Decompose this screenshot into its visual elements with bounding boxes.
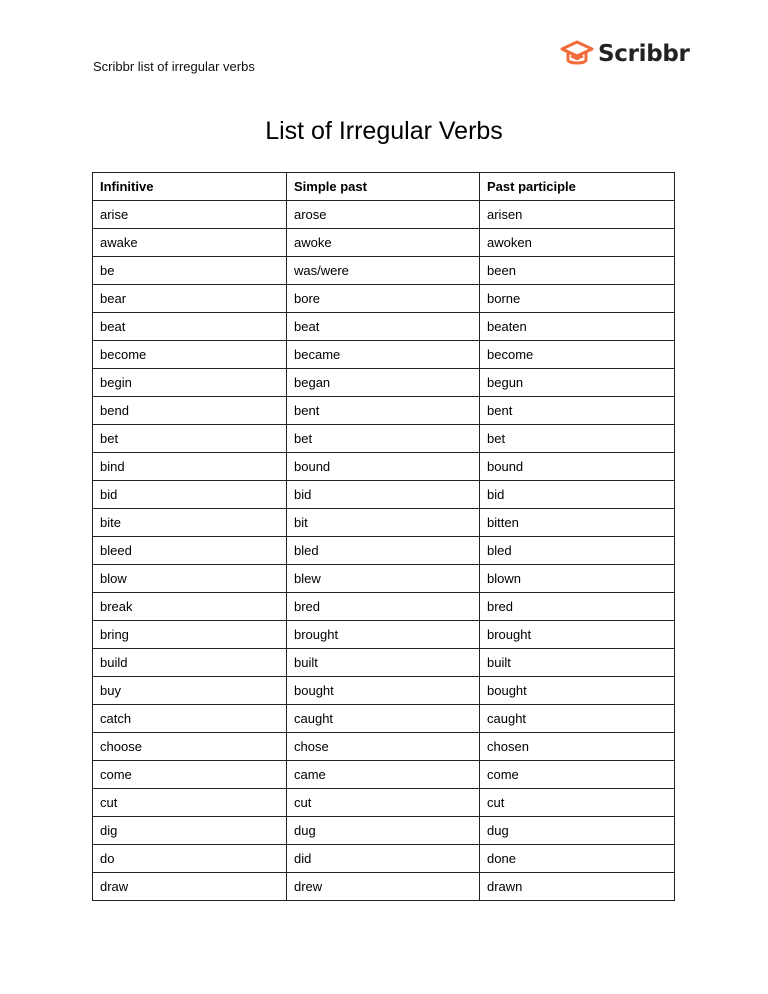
cell-past-participle: bound xyxy=(480,453,675,481)
cell-past-participle: drawn xyxy=(480,873,675,901)
cell-past-participle: bitten xyxy=(480,509,675,537)
cell-simple-past: bound xyxy=(287,453,480,481)
logo-wordmark: Scribbr xyxy=(598,41,690,67)
table-row xyxy=(93,397,675,425)
graduation-cap-icon xyxy=(560,40,594,68)
column-header-past-participle: Past participle xyxy=(480,173,675,201)
cell-infinitive: draw xyxy=(93,873,287,901)
cell-simple-past: bred xyxy=(287,593,480,621)
cell-past-participle: become xyxy=(480,341,675,369)
table-row xyxy=(93,201,675,229)
cell-simple-past: blew xyxy=(287,565,480,593)
cell-simple-past: cut xyxy=(287,789,480,817)
table-row xyxy=(93,677,675,705)
table-row xyxy=(93,873,675,901)
cell-simple-past: began xyxy=(287,369,480,397)
table-row xyxy=(93,481,675,509)
table-row xyxy=(93,593,675,621)
cell-simple-past: bit xyxy=(287,509,480,537)
irregular-verbs-table xyxy=(92,172,675,901)
table-row xyxy=(93,509,675,537)
cell-infinitive: dig xyxy=(93,817,287,845)
cell-infinitive: awake xyxy=(93,229,287,257)
cell-simple-past: bet xyxy=(287,425,480,453)
cell-infinitive: arise xyxy=(93,201,287,229)
table-row xyxy=(93,313,675,341)
cell-past-participle: bred xyxy=(480,593,675,621)
cell-infinitive: bind xyxy=(93,453,287,481)
cell-infinitive: break xyxy=(93,593,287,621)
cell-simple-past: drew xyxy=(287,873,480,901)
cell-infinitive: blow xyxy=(93,565,287,593)
table-row xyxy=(93,705,675,733)
cell-infinitive: buy xyxy=(93,677,287,705)
table-row xyxy=(93,257,675,285)
cell-simple-past: awoke xyxy=(287,229,480,257)
cell-past-participle: brought xyxy=(480,621,675,649)
cell-simple-past: bore xyxy=(287,285,480,313)
cell-infinitive: come xyxy=(93,761,287,789)
cell-simple-past: became xyxy=(287,341,480,369)
cell-simple-past: beat xyxy=(287,313,480,341)
table-row xyxy=(93,565,675,593)
cell-infinitive: bet xyxy=(93,425,287,453)
cell-infinitive: bite xyxy=(93,509,287,537)
table-row xyxy=(93,425,675,453)
cell-simple-past: brought xyxy=(287,621,480,649)
table-row xyxy=(93,817,675,845)
table-row xyxy=(93,369,675,397)
cell-infinitive: bleed xyxy=(93,537,287,565)
cell-past-participle: been xyxy=(480,257,675,285)
header-text: Scribbr list of irregular verbs xyxy=(93,59,255,74)
cell-infinitive: bid xyxy=(93,481,287,509)
cell-past-participle: bet xyxy=(480,425,675,453)
cell-simple-past: bled xyxy=(287,537,480,565)
cell-past-participle: blown xyxy=(480,565,675,593)
cell-infinitive: bring xyxy=(93,621,287,649)
cell-infinitive: become xyxy=(93,341,287,369)
cell-past-participle: begun xyxy=(480,369,675,397)
cell-past-participle: dug xyxy=(480,817,675,845)
scribbr-logo xyxy=(560,40,690,68)
table-header-row xyxy=(93,173,675,201)
table-row xyxy=(93,845,675,873)
cell-simple-past: chose xyxy=(287,733,480,761)
cell-simple-past: caught xyxy=(287,705,480,733)
cell-infinitive: be xyxy=(93,257,287,285)
column-header-infinitive: Infinitive xyxy=(93,173,287,201)
cell-infinitive: begin xyxy=(93,369,287,397)
table-row xyxy=(93,537,675,565)
table-row xyxy=(93,733,675,761)
table-row xyxy=(93,621,675,649)
table-row xyxy=(93,789,675,817)
cell-simple-past: built xyxy=(287,649,480,677)
cell-infinitive: do xyxy=(93,845,287,873)
table-row xyxy=(93,285,675,313)
cell-past-participle: built xyxy=(480,649,675,677)
cell-past-participle: done xyxy=(480,845,675,873)
cell-past-participle: caught xyxy=(480,705,675,733)
cell-past-participle: bled xyxy=(480,537,675,565)
cell-past-participle: cut xyxy=(480,789,675,817)
table-row xyxy=(93,453,675,481)
cell-past-participle: chosen xyxy=(480,733,675,761)
cell-infinitive: beat xyxy=(93,313,287,341)
cell-past-participle: bent xyxy=(480,397,675,425)
cell-infinitive: cut xyxy=(93,789,287,817)
cell-past-participle: come xyxy=(480,761,675,789)
column-header-simple-past: Simple past xyxy=(287,173,480,201)
cell-simple-past: bid xyxy=(287,481,480,509)
table-row xyxy=(93,761,675,789)
table-row xyxy=(93,649,675,677)
cell-infinitive: choose xyxy=(93,733,287,761)
cell-simple-past: bought xyxy=(287,677,480,705)
cell-past-participle: bought xyxy=(480,677,675,705)
cell-simple-past: bent xyxy=(287,397,480,425)
cell-infinitive: catch xyxy=(93,705,287,733)
cell-past-participle: borne xyxy=(480,285,675,313)
cell-infinitive: build xyxy=(93,649,287,677)
cell-simple-past: did xyxy=(287,845,480,873)
page-title: List of Irregular Verbs xyxy=(265,117,503,145)
cell-simple-past: came xyxy=(287,761,480,789)
cell-simple-past: was/were xyxy=(287,257,480,285)
table-row xyxy=(93,229,675,257)
cell-simple-past: dug xyxy=(287,817,480,845)
cell-past-participle: awoken xyxy=(480,229,675,257)
cell-past-participle: arisen xyxy=(480,201,675,229)
cell-past-participle: bid xyxy=(480,481,675,509)
cell-past-participle: beaten xyxy=(480,313,675,341)
table-row xyxy=(93,341,675,369)
cell-simple-past: arose xyxy=(287,201,480,229)
cell-infinitive: bend xyxy=(93,397,287,425)
cell-infinitive: bear xyxy=(93,285,287,313)
